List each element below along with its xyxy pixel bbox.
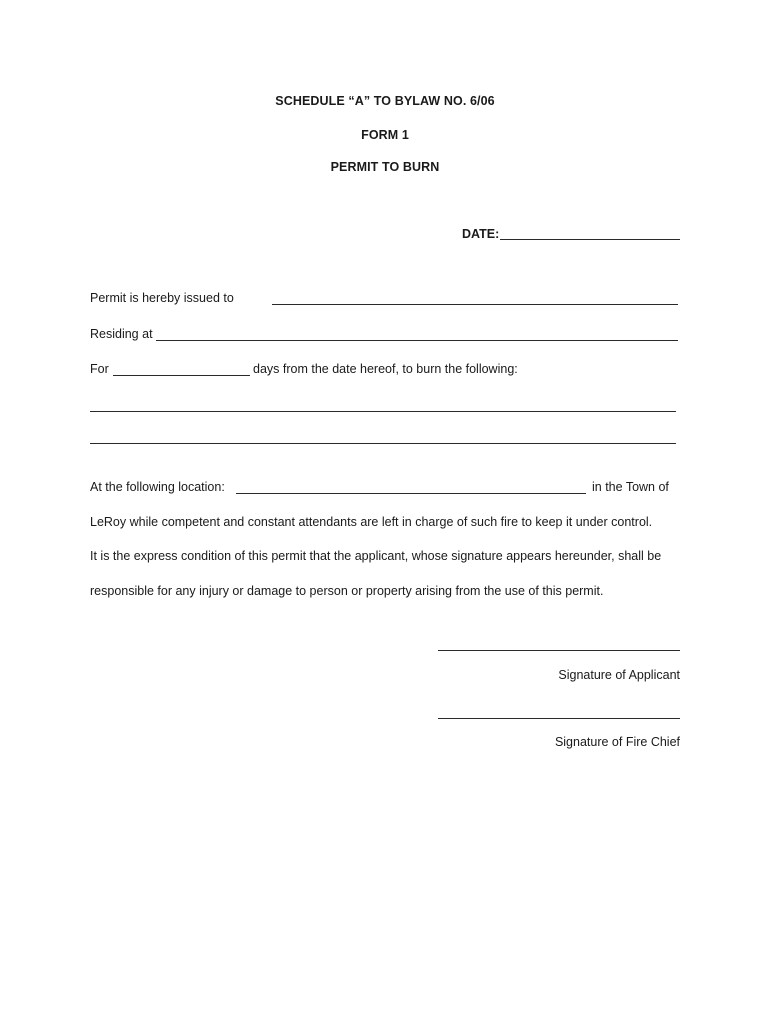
schedule-heading: SCHEDULE “A” TO BYLAW NO. 6/06 <box>275 94 495 108</box>
applicant-signature-line[interactable] <box>438 650 680 651</box>
location-label: At the following location: <box>90 480 225 494</box>
form-number: FORM 1 <box>361 128 409 142</box>
body-line: It is the express condition of this permit that the applicant, whose signature appears hereunder, shall be <box>90 549 662 563</box>
location-field[interactable] <box>236 493 586 494</box>
issued-to-field[interactable] <box>272 304 678 305</box>
body-line: responsible for any injury or damage to person or property arising from the use of this permit. <box>90 584 604 598</box>
days-text: days from the date hereof, to burn the following: <box>253 362 518 376</box>
days-field[interactable] <box>113 375 250 376</box>
fire-chief-signature-line[interactable] <box>438 718 680 719</box>
date-label: DATE: <box>462 227 500 241</box>
date-field[interactable] <box>500 239 680 240</box>
burn-item-field[interactable] <box>90 411 676 412</box>
fire-chief-signature-label: Signature of Fire Chief <box>554 735 680 749</box>
residing-label: Residing at <box>90 327 153 341</box>
town-text: in the Town of <box>592 480 669 494</box>
applicant-signature-label: Signature of Applicant <box>558 668 680 682</box>
burn-item-field[interactable] <box>90 443 676 444</box>
page-title: PERMIT TO BURN <box>330 160 440 174</box>
body-line: LeRoy while competent and constant attendants are left in charge of such fire to keep it under control. <box>90 515 653 529</box>
issued-to-label: Permit is hereby issued to <box>90 291 234 305</box>
for-label: For <box>90 362 109 376</box>
residing-field[interactable] <box>156 340 678 341</box>
